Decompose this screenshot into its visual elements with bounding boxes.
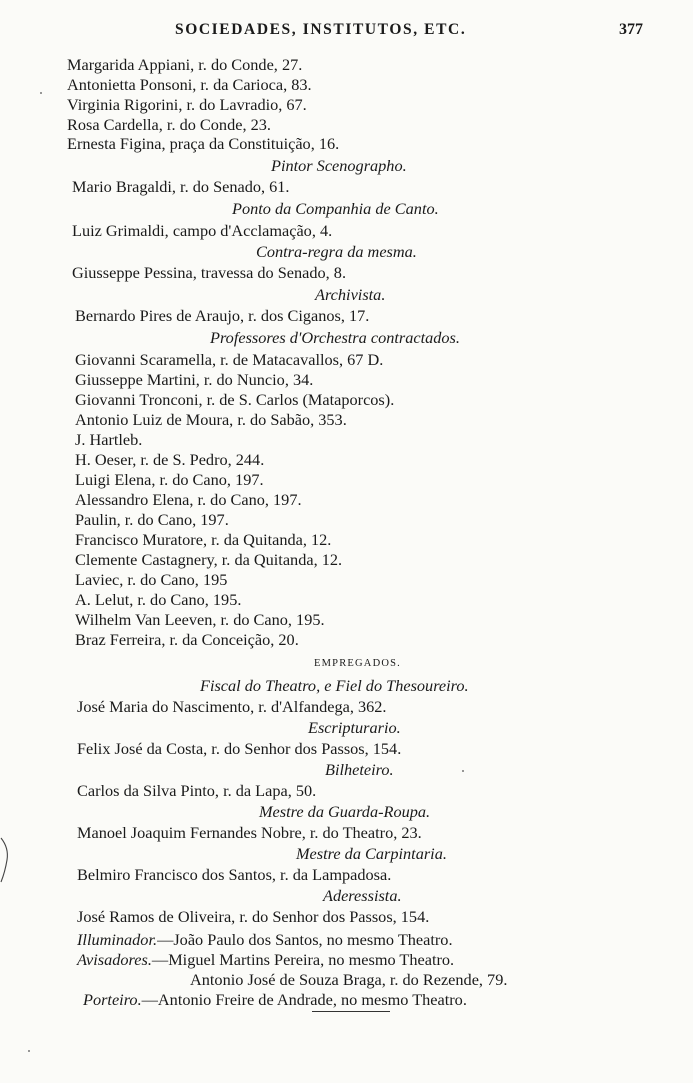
section-caption: EMPREGADOS. <box>314 658 402 669</box>
entry-line: José Ramos de Oliveira, r. do Senhor dos Passos, 154. <box>77 907 430 926</box>
entry-line: Laviec, r. do Cano, 195 <box>75 570 228 589</box>
footer-entry <box>77 930 453 950</box>
footer-entry <box>190 970 507 990</box>
entry-line: Braz Ferreira, r. da Conceição, 20. <box>75 630 299 649</box>
role-text: —Antonio Freire de Andrade, no mesmo Theatro. <box>141 990 467 1009</box>
footer-entry <box>83 990 467 1010</box>
entry-line: Wilhelm Van Leeven, r. do Cano, 195. <box>75 610 325 629</box>
entry-line: Margarida Appiani, r. do Conde, 27. <box>67 55 303 74</box>
entry-line: Carlos da Silva Pinto, r. da Lapa, 50. <box>77 781 317 800</box>
page-header <box>0 21 693 43</box>
entry-line: Paulin, r. do Cano, 197. <box>75 510 229 529</box>
entry-line: Francisco Muratore, r. da Quitanda, 12. <box>75 530 332 549</box>
section-heading: Escripturario. <box>308 718 401 737</box>
role-label: Illuminador. <box>77 930 158 949</box>
section-heading: Contra-regra da mesma. <box>256 242 417 261</box>
entry-line: Felix José da Costa, r. do Senhor dos Passos, 154. <box>77 739 402 758</box>
ink-speck <box>28 1050 30 1052</box>
role-text: Antonio José de Souza Braga, r. do Rezende, 79. <box>190 970 508 989</box>
section-heading: Mestre da Carpintaria. <box>296 844 447 863</box>
section-heading: Archivista. <box>315 285 386 304</box>
section-heading: Professores d'Orchestra contractados. <box>210 328 460 347</box>
role-text: —João Paulo dos Santos, no mesmo Theatro. <box>157 930 453 949</box>
running-title: SOCIEDADES, INSTITUTOS, ETC. <box>175 21 467 38</box>
section-heading: Bilheteiro. <box>325 760 394 779</box>
entry-line: Bernardo Pires de Araujo, r. dos Ciganos, 17. <box>75 306 370 325</box>
footer-entry <box>77 950 454 970</box>
entry-line: Ernesta Figina, praça da Constituição, 16. <box>67 134 340 153</box>
entry-line: Manoel Joaquim Fernandes Nobre, r. do Theatro, 23. <box>77 823 422 842</box>
ink-speck <box>462 770 464 772</box>
closing-rule <box>312 1011 390 1012</box>
section-heading: Ponto da Companhia de Canto. <box>232 199 439 218</box>
entry-line: Giovanni Tronconi, r. de S. Carlos (Mataporcos). <box>75 390 395 409</box>
entry-line: Giusseppe Martini, r. do Nuncio, 34. <box>75 370 314 389</box>
entry-line: Giovanni Scaramella, r. de Matacavallos, 67 D. <box>75 350 384 369</box>
page-number: 377 <box>619 21 643 38</box>
entry-line: Mario Bragaldi, r. do Senado, 61. <box>72 177 290 196</box>
section-heading: Fiscal do Theatro, e Fiel do Thesoureiro. <box>200 676 469 695</box>
section-heading: Aderessista. <box>323 886 402 905</box>
entry-line: Luigi Elena, r. do Cano, 197. <box>75 470 264 489</box>
entry-line: Clemente Castagnery, r. da Quitanda, 12. <box>75 550 343 569</box>
entry-line: Luiz Grimaldi, campo d'Acclamação, 4. <box>72 221 333 240</box>
entry-line: A. Lelut, r. do Cano, 195. <box>75 590 242 609</box>
role-label: Porteiro. <box>83 990 142 1009</box>
entry-line: Antonio Luiz de Moura, r. do Sabão, 353. <box>75 410 347 429</box>
entry-line: J. Hartleb. <box>75 430 143 449</box>
entry-line: Virginia Rigorini, r. do Lavradio, 67. <box>67 95 307 114</box>
entry-line: H. Oeser, r. de S. Pedro, 244. <box>75 450 265 469</box>
section-heading: Mestre da Guarda-Roupa. <box>259 802 431 821</box>
entry-line: Belmiro Francisco dos Santos, r. da Lampadosa. <box>77 865 392 884</box>
entry-line: Alessandro Elena, r. do Cano, 197. <box>75 490 302 509</box>
section-heading: Pintor Scenographo. <box>271 156 407 175</box>
entry-line: Rosa Cardella, r. do Conde, 23. <box>67 115 271 134</box>
entry-line: Antonietta Ponsoni, r. da Carioca, 83. <box>67 75 312 94</box>
role-text: —Miguel Martins Pereira, no mesmo Theatro. <box>151 950 455 969</box>
entry-line: José Maria do Nascimento, r. d'Alfandega, 362. <box>77 697 387 716</box>
ink-speck <box>40 92 42 94</box>
margin-bracket-mark <box>0 836 14 884</box>
role-label: Avisadores. <box>77 950 152 969</box>
entry-line: Giusseppe Pessina, travessa do Senado, 8. <box>72 263 347 282</box>
